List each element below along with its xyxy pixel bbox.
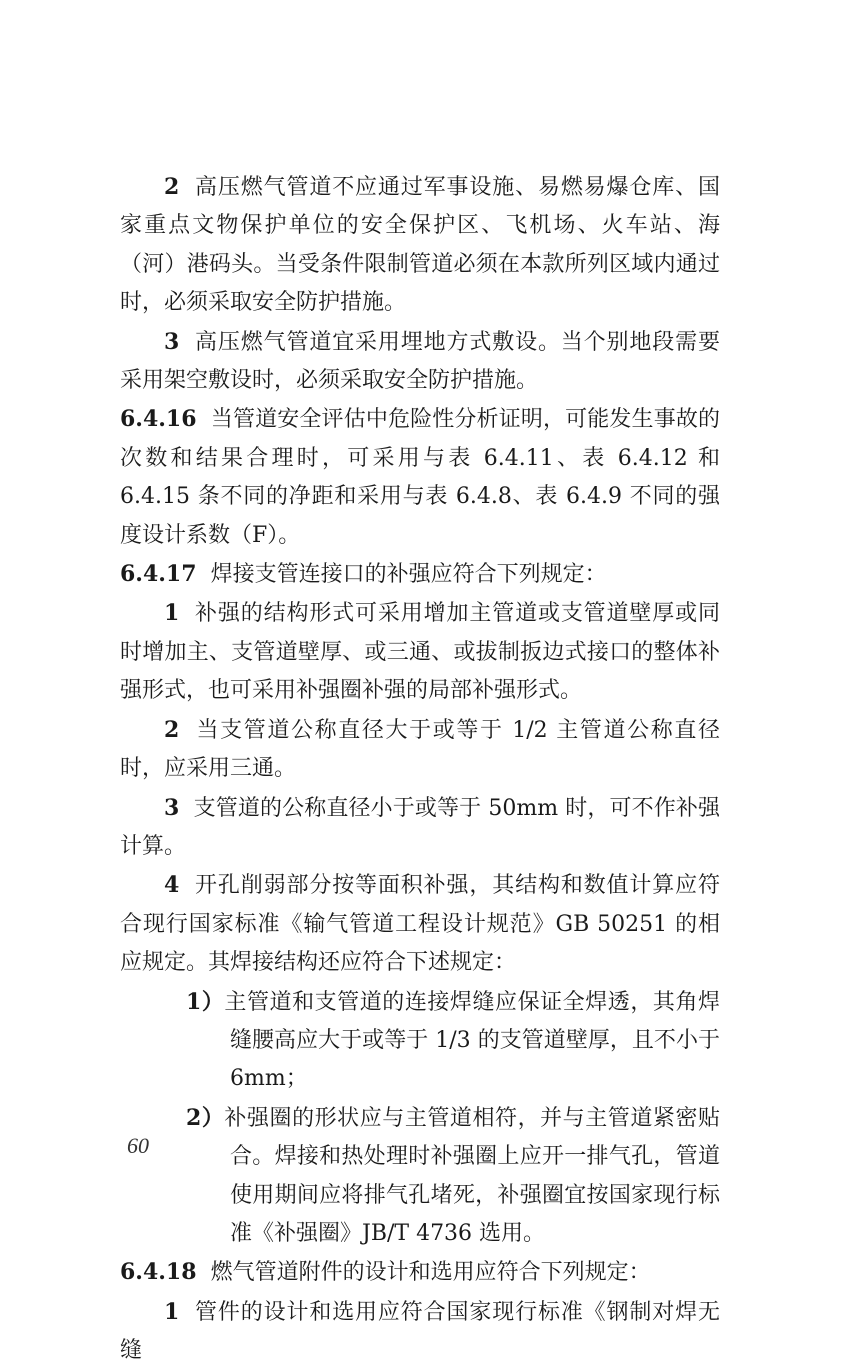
item-number: 1 [164,600,180,627]
clause-number: 6.4.18 [120,1259,197,1286]
subitem-1-weld-penetration [120,983,720,1099]
item-text: 高压燃气管道宜采用埋地方式敷设。当个别地段需要采用架空敷设时，必须采取安全防护措施。 [120,329,720,394]
item-2-high-pressure-routing [120,168,720,323]
item-3-buried-laying [120,323,720,401]
clause-6-4-16 [120,400,720,555]
clause-text: 燃气管道附件的设计和选用应符合下列规定： [210,1260,651,1286]
item-number: 2 [164,716,180,743]
clause-6-4-17 [120,555,720,594]
page-number: 60 [127,1133,149,1158]
item-4-equal-area-reinforcement [120,866,720,982]
item-3-small-branch [120,789,720,867]
subitem-2-reinforcing-ring [120,1099,720,1254]
clause-number: 6.4.17 [120,561,197,588]
clause-number: 6.4.16 [120,406,197,433]
subitem-number: 1） [186,988,225,1015]
item-text: 补强的结构形式可采用增加主管道或支管道壁厚或同时增加主、支管道壁厚、或三通、或拔制扳边式接口的整体补强形式，也可采用补强圈补强的局部补强形式。 [120,601,720,704]
item-1-fittings [120,1293,720,1371]
subitem-text: 主管道和支管道的连接焊缝应保证全焊透，其角焊缝腰高应大于或等于 1/3 的支管道壁厚，且不小于 6mm； [224,989,720,1092]
item-number: 4 [164,872,180,899]
clause-6-4-18 [120,1253,720,1292]
item-text: 管件的设计和选用应符合国家现行标准《钢制对焊无缝 [120,1299,720,1364]
subitem-number: 2） [186,1104,225,1131]
item-text: 开孔削弱部分按等面积补强，其结构和数值计算应符合现行国家标准《输气管道工程设计规范》GB 50251 的相应规定。其焊接结构还应符合下述规定： [120,873,720,976]
clause-text: 焊接支管连接口的补强应符合下列规定： [210,562,607,588]
item-number: 3 [164,328,180,355]
item-number: 1 [164,1298,180,1325]
item-number: 2 [164,174,180,200]
item-text: 当支管道公称直径大于或等于 1/2 主管道公称直径时，应采用三通。 [120,717,720,782]
subitem-text: 补强圈的形状应与主管道相符，并与主管道紧密贴合。焊接和热处理时补强圈上应开一排气孔，管道使用期间应将排气孔堵死，补强圈宜按国家现行标准《补强圈》JB/T 4736 选用。 [224,1105,720,1246]
page-body [120,168,720,1371]
item-2-tee-requirement [120,711,720,789]
item-1-reinforcement-form [120,594,720,710]
item-text: 高压燃气管道不应通过军事设施、易燃易爆仓库、国家重点文物保护单位的安全保护区、飞机场、火车站、海（河）港码头。当受条件限制管道必须在本款所列区域内通过时，必须采取安全防护措施。 [120,175,720,316]
item-text: 支管道的公称直径小于或等于 50mm 时，可不作补强计算。 [120,795,720,859]
item-number: 3 [164,794,180,821]
clause-text: 当管道安全评估中危险性分析证明，可能发生事故的次数和结果合理时，可采用与表 6.4.11、表 6.4.12 和 6.4.15 条不同的净距和采用与表 6.4.8、表 6.4.9 不同的强度设计系数（F）。 [120,407,720,548]
